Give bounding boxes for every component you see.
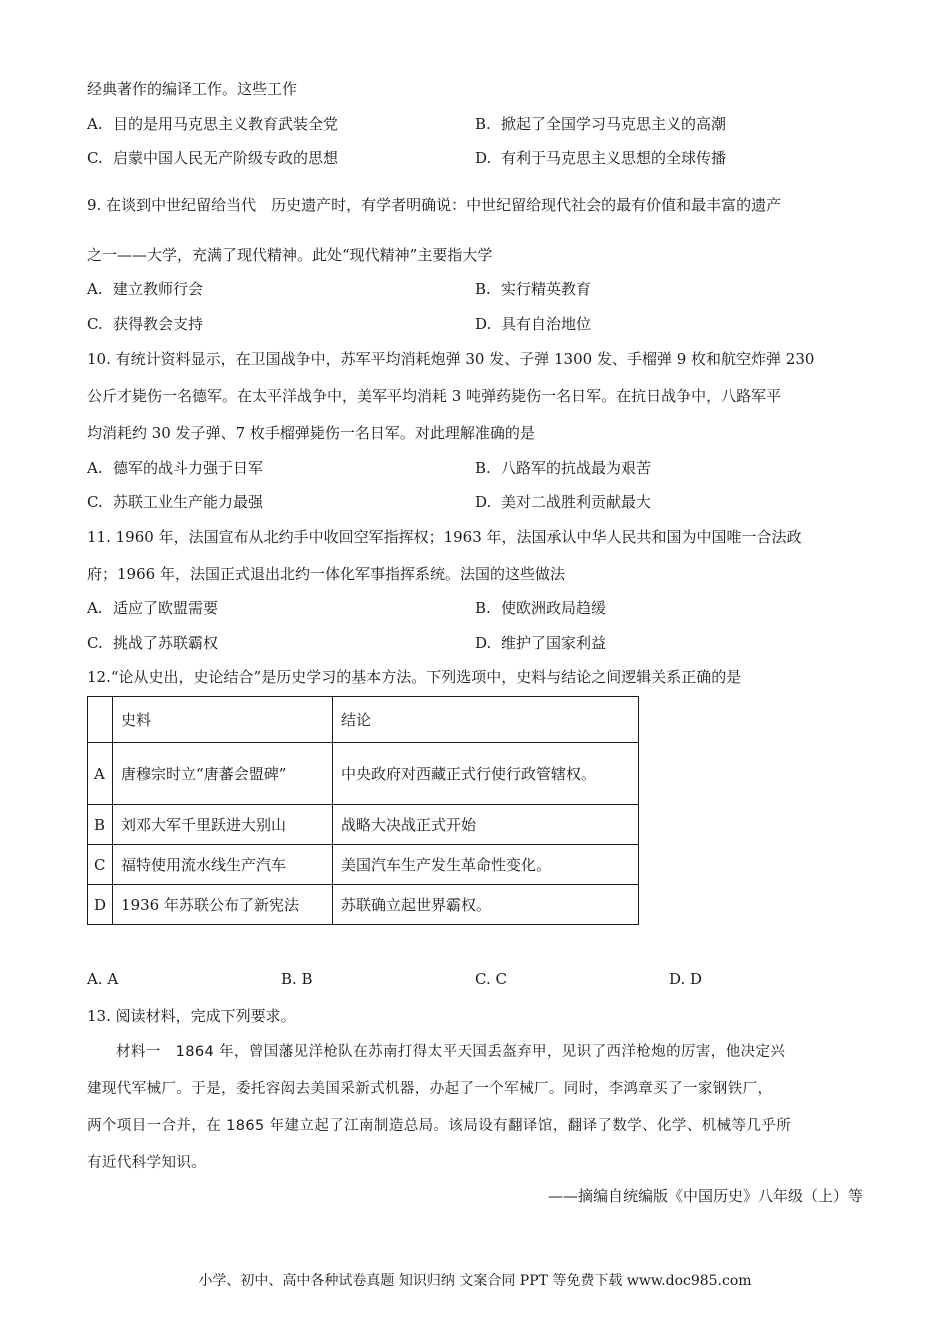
option-text: 德军的战斗力强于日军 bbox=[113, 459, 264, 477]
material-line-3: 两个项目一合并，在 1865 年建立起了江南制造总局。该局设有翻译馆，翻译了数学、化学、机械等几乎所 bbox=[87, 1118, 792, 1134]
q10-option-a[interactable] bbox=[87, 457, 263, 478]
table-cell: 苏联确立起世界霸权。 bbox=[333, 885, 639, 925]
q10-option-d[interactable] bbox=[475, 491, 651, 512]
material-source: ——摘编自统编版《中国历史》八年级（上）等 bbox=[547, 1187, 863, 1205]
q12-answer-c[interactable]: C. C bbox=[475, 970, 507, 988]
table-row bbox=[88, 805, 639, 845]
option-text: 挑战了苏联霸权 bbox=[113, 634, 219, 652]
option-text: 获得教会支持 bbox=[113, 315, 204, 333]
table-cell: 刘邓大军千里跃进大别山 bbox=[113, 805, 333, 845]
option-letter: B. bbox=[475, 459, 491, 477]
table-cell: C bbox=[88, 845, 113, 885]
continued-question-text: 经典著作的编译工作。这些工作 bbox=[87, 80, 298, 98]
option-letter: D. bbox=[475, 634, 492, 652]
option-letter: C. bbox=[87, 493, 103, 511]
option-text: 适应了欧盟需要 bbox=[113, 599, 219, 617]
q12-stem: 12.“论从史出，史论结合”是历史学习的基本方法。下列选项中，史料与结论之间逻辑关系正确的是 bbox=[87, 668, 742, 686]
material-line-1: 材料一 1864 年，曾国藩见洋枪队在苏南打得太平天国丢盔弃甲，见识了西洋枪炮的厉害，他决定兴 bbox=[116, 1044, 786, 1060]
option-letter: A. bbox=[87, 280, 103, 298]
option-letter: A. bbox=[87, 115, 103, 133]
table-cell: D bbox=[88, 885, 113, 925]
q10-option-b[interactable] bbox=[475, 457, 651, 478]
q8-option-d[interactable] bbox=[475, 147, 726, 168]
option-letter: A. bbox=[87, 459, 103, 477]
option-text: 维护了国家利益 bbox=[501, 634, 607, 652]
option-text: 启蒙中国人民无产阶级专政的思想 bbox=[113, 149, 339, 167]
q9-stem-line-2: 之一——大学，充满了现代精神。此处“现代精神”主要指大学 bbox=[87, 246, 493, 264]
q11-stem-line-1: 11. 1960 年，法国宣布从北约手中收回空军指挥权；1963 年，法国承认中华人民共和国为中国唯一合法政 bbox=[87, 528, 802, 546]
option-letter: D. bbox=[475, 315, 492, 333]
table-row bbox=[88, 845, 639, 885]
table-cell: 福特使用流水线生产汽车 bbox=[113, 845, 333, 885]
option-text: 苏联工业生产能力最强 bbox=[113, 493, 264, 511]
page-footer: 小学、初中、高中各种试卷真题 知识归纳 文案合同 PPT 等免费下载 www.doc985.com bbox=[198, 1273, 752, 1289]
option-text: 使欧洲政局趋缓 bbox=[501, 599, 607, 617]
q10-option-c[interactable] bbox=[87, 491, 263, 512]
table-cell: A bbox=[88, 743, 113, 805]
q9-option-b[interactable] bbox=[475, 278, 591, 299]
option-letter: D. bbox=[475, 493, 492, 511]
q11-option-b[interactable] bbox=[475, 597, 606, 618]
option-letter: C. bbox=[87, 634, 103, 652]
table-header-cell bbox=[88, 697, 113, 743]
option-letter: B. bbox=[475, 115, 491, 133]
q11-option-d[interactable] bbox=[475, 632, 606, 653]
q10-stem-line-2: 公斤才毙伤一名德军。在太平洋战争中，美军平均消耗 3 吨弹药毙伤一名日军。在抗日战争中，八路军平 bbox=[87, 387, 782, 405]
table-header-cell: 结论 bbox=[333, 697, 639, 743]
option-text: 实行精英教育 bbox=[501, 280, 592, 298]
option-text: 掀起了全国学习马克思主义的高潮 bbox=[501, 115, 727, 133]
q8-option-b[interactable] bbox=[475, 113, 726, 134]
table-cell: 中央政府对西藏正式行使行政管辖权。 bbox=[333, 743, 639, 805]
option-letter: B. bbox=[475, 599, 491, 617]
table-row bbox=[88, 743, 639, 805]
q9-option-c[interactable] bbox=[87, 313, 203, 334]
q12-answer-b[interactable]: B. B bbox=[281, 970, 313, 988]
q8-option-a[interactable] bbox=[87, 113, 338, 134]
option-text: 具有自治地位 bbox=[501, 315, 592, 333]
q11-option-c[interactable] bbox=[87, 632, 218, 653]
q12-answer-a[interactable]: A. A bbox=[87, 970, 119, 988]
table-cell: 唐穆宗时立“唐蕃会盟碑” bbox=[113, 743, 333, 805]
option-letter: C. bbox=[87, 315, 103, 333]
q10-stem-line-3: 均消耗约 30 发子弹、7 枚手榴弹毙伤一名日军。对此理解准确的是 bbox=[87, 424, 535, 442]
table-cell: 战略大决战正式开始 bbox=[333, 805, 639, 845]
q9-option-a[interactable] bbox=[87, 278, 203, 299]
q10-stem-line-1: 10. 有统计资料显示，在卫国战争中，苏军平均消耗炮弹 30 发、子弹 1300 发、手榴弹 9 枚和航空炸弹 230 bbox=[87, 350, 815, 368]
q12-answer-d[interactable]: D. D bbox=[669, 970, 703, 988]
option-text: 八路军的抗战最为艰苦 bbox=[501, 459, 652, 477]
option-letter: A. bbox=[87, 599, 103, 617]
table-cell: 美国汽车生产发生革命性变化。 bbox=[333, 845, 639, 885]
table-row bbox=[88, 885, 639, 925]
q9-option-d[interactable] bbox=[475, 313, 591, 334]
q11-stem-line-2: 府；1966 年，法国正式退出北约一体化军事指挥系统。法国的这些做法 bbox=[87, 565, 565, 583]
material-line-4: 有近代科学知识。 bbox=[87, 1155, 207, 1171]
q11-option-a[interactable] bbox=[87, 597, 218, 618]
option-text: 有利于马克思主义思想的全球传播 bbox=[501, 149, 727, 167]
option-text: 美对二战胜利贡献最大 bbox=[501, 493, 652, 511]
table-cell: B bbox=[88, 805, 113, 845]
table-header-row bbox=[88, 697, 639, 743]
source-conclusion-table bbox=[87, 696, 639, 925]
q13-stem: 13. 阅读材料，完成下列要求。 bbox=[87, 1007, 296, 1025]
q8-option-c[interactable] bbox=[87, 147, 338, 168]
table-cell: 1936 年苏联公布了新宪法 bbox=[113, 885, 333, 925]
option-letter: B. bbox=[475, 280, 491, 298]
option-text: 建立教师行会 bbox=[113, 280, 204, 298]
option-letter: C. bbox=[87, 149, 103, 167]
material-line-2: 建现代军械厂。于是，委托容闳去美国采新式机器，办起了一个军械厂。同时，李鸿章买了一家钢铁厂， bbox=[87, 1081, 773, 1097]
table-header-cell: 史料 bbox=[113, 697, 333, 743]
option-text: 目的是用马克思主义教育武装全党 bbox=[113, 115, 339, 133]
q9-stem-line-1: 9. 在谈到中世纪留给当代 历史遗产时，有学者明确说：中世纪留给现代社会的最有价值和最丰富的遗产 bbox=[87, 196, 782, 214]
option-letter: D. bbox=[475, 149, 492, 167]
